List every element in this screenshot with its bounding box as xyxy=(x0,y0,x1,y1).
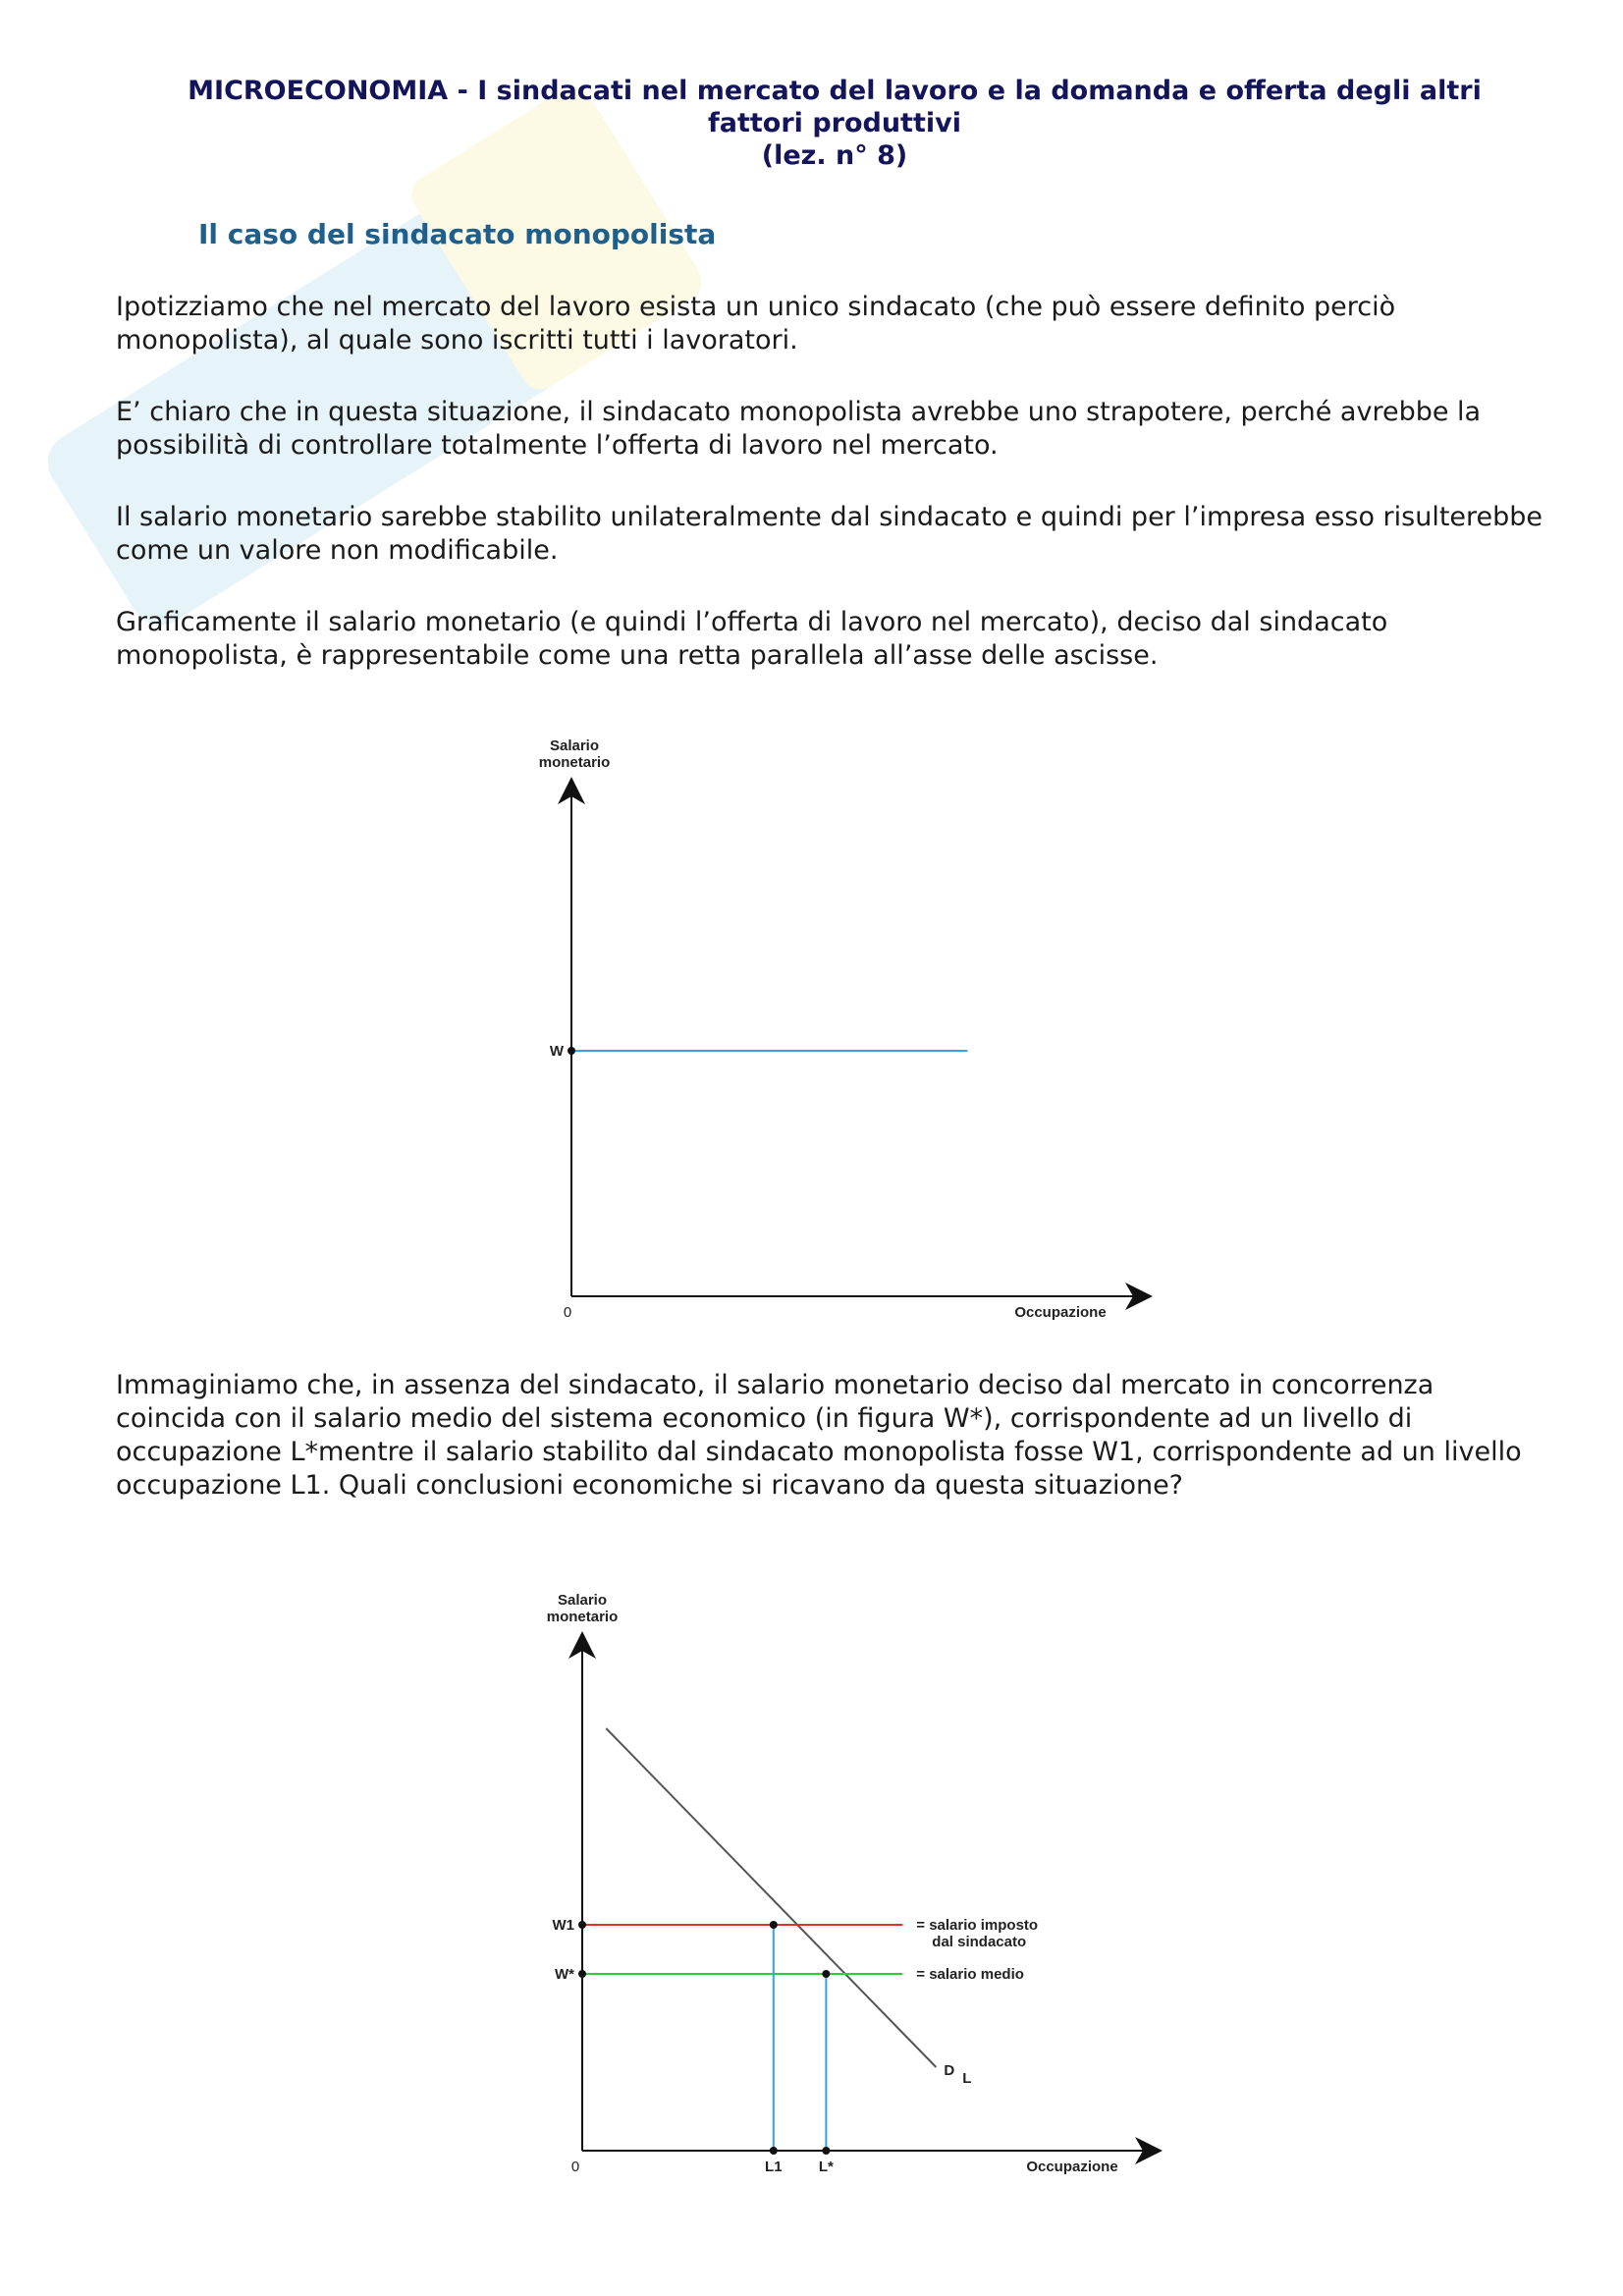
wage-label-w: W xyxy=(549,1043,564,1060)
y-axis-label-line-2: monetario xyxy=(538,754,611,771)
demand-curve-dl xyxy=(606,1728,936,2067)
legend-union-wage-line-2: dal sindacato xyxy=(932,1934,1027,1950)
page-title-line-1: MICROECONOMIA - I sindacati nel mercato del lavoro e la domanda e offerta degli altri xyxy=(188,76,1482,106)
intersection-point-w1 xyxy=(770,1921,778,1929)
paragraph-3: Il salario monetario sarebbe stabilito unilateralmente dal sindacato e quindi per l’impresa esso risulterebbe come un valore non modificabile. xyxy=(116,502,1543,566)
demand-curve-label xyxy=(944,2062,971,2087)
section-heading: Il caso del sindacato monopolista xyxy=(198,218,717,250)
chart-union-wage xyxy=(511,727,1159,1326)
employment-point-l1 xyxy=(770,2147,778,2155)
y-axis-label-line-1: Salario xyxy=(549,738,600,754)
demand-curve-label-sub: L xyxy=(962,2070,972,2087)
page-title-line-2: fattori produttivi xyxy=(708,108,961,138)
employment-point-l-star xyxy=(822,2147,830,2155)
demand-curve-label-main: D xyxy=(944,2062,955,2079)
paragraph-2: E’ chiaro che in questa situazione, il sindacato monopolista avrebbe uno strapotere, perché avrebbe la possibilità di controllare totalmente l’offerta di lavoro nel mercato. xyxy=(116,397,1482,461)
origin-label: 0 xyxy=(570,2159,580,2175)
employment-label-l1: L1 xyxy=(765,2159,783,2175)
employment-label-l-star: L* xyxy=(818,2159,834,2175)
paragraph-4: Graficamente il salario monetario (e quindi l’offerta di lavoro nel mercato), deciso dal sindacato monopolista, è rappresentabile come una retta parallela all’asse delle ascisse. xyxy=(116,607,1388,671)
wage-point-w1 xyxy=(578,1921,586,1929)
y-axis-label-line-2: monetario xyxy=(546,1609,619,1625)
paragraph-1: Ipotizziamo che nel mercato del lavoro esista un unico sindacato (che può essere definito perciò monopolista), al quale sono iscritti tutti i lavoratori. xyxy=(116,292,1396,355)
page-title xyxy=(118,75,1551,172)
legend-average-wage: = salario medio xyxy=(916,1966,1024,1983)
y-axis-label-line-1: Salario xyxy=(557,1592,608,1609)
origin-label: 0 xyxy=(563,1304,572,1321)
paragraph-5: Immaginiamo che, in assenza del sindacato, il salario monetario deciso dal mercato in concorrenza coincida con il salario medio del sistema economico (in figura W*), corrispondente ad un livello di occupazione L*mentre il salario stabilito dal sindacato monopolista fosse W1, corrispondente ad un livello occupazione L1. Quali conclusioni economiche si ricavano da questa situazione? xyxy=(116,1370,1522,1501)
wage-point-w xyxy=(568,1047,575,1055)
wage-label-w-star: W* xyxy=(555,1966,574,1983)
wage-point-w-star xyxy=(578,1970,586,1978)
x-axis-label: Occupazione xyxy=(1026,2159,1118,2175)
intersection-point-w-star xyxy=(822,1970,830,1978)
chart-monopoly-union-vs-market xyxy=(511,1581,1168,2180)
legend-union-wage-line-1: = salario imposto xyxy=(916,1917,1039,1934)
page-title-line-3: (lez. n° 8) xyxy=(761,140,908,171)
x-axis-label: Occupazione xyxy=(1014,1304,1107,1321)
wage-label-w1: W1 xyxy=(552,1917,574,1934)
